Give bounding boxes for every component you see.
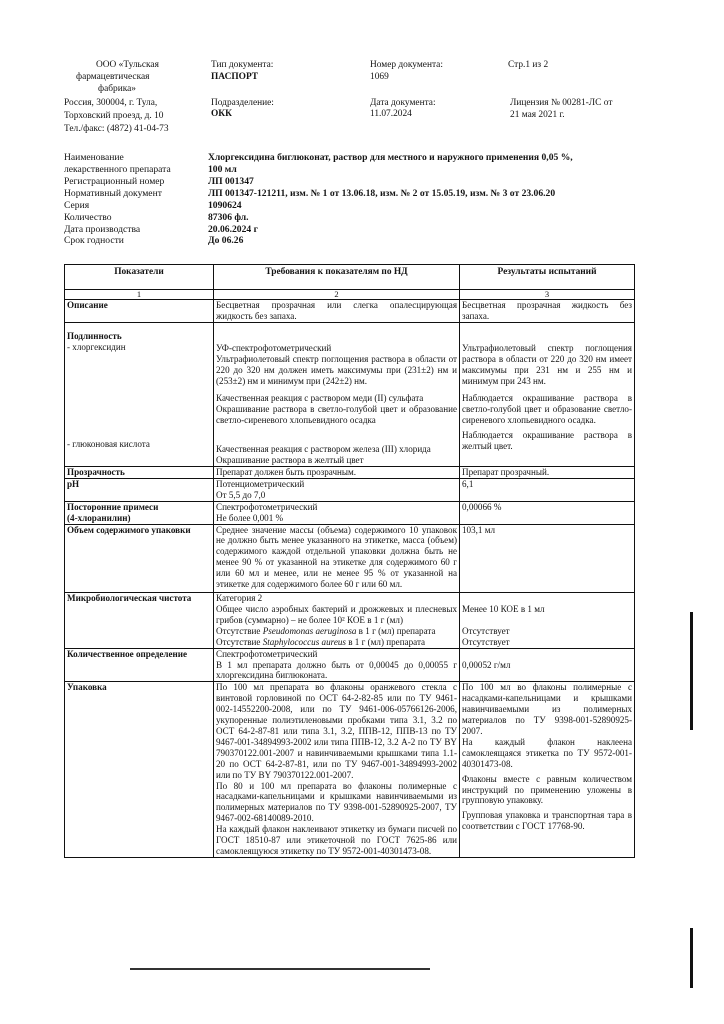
doc-date-label: Дата документа:: [370, 97, 436, 108]
table-row: [65, 322, 635, 466]
test-results-table: [64, 264, 635, 858]
scan-artifact-bottom: [130, 968, 430, 970]
page-license-block: [500, 60, 612, 121]
header-requirements: Требования к показателям по НД: [214, 265, 460, 290]
company-name-1: ООО «Тульская: [96, 60, 159, 70]
row-identity-res: [460, 322, 635, 466]
property-row: [64, 200, 664, 212]
row-micro-res: [460, 592, 635, 648]
property-row: [64, 152, 664, 176]
property-row: [64, 176, 664, 188]
table-row: [65, 524, 635, 592]
micro-total-res: Менее 10 КОЕ в 1 мл: [462, 603, 545, 614]
property-key: Нормативный документ: [64, 187, 162, 199]
division-value: ОКК: [211, 109, 232, 120]
column-number-row: [65, 290, 635, 300]
header-results: Результаты испытаний: [460, 265, 635, 290]
identity-uv-req: Ультрафиолетовый спектр поглощения раствора в области от 220 до 320 нм должен иметь максимумы при (231±2) нм и (253±2) нм и минимум при (242±2) нм.: [216, 353, 457, 386]
header-indicators: Показатели: [65, 265, 214, 290]
product-properties: [64, 152, 664, 247]
row-ph-req: [214, 478, 460, 501]
packaging-glass-req: По 100 мл препарата во флаконы оранжевого стекла с винтовой горловиной по ОСТ 64-2-82-85 или по ТУ 9461-002-14552200-2008, или по ТУ 9461-006-05766126-2006, укупоренные полиэтиленовыми пробками типа 3.1, 3.2 по ОСТ 64-2-87-81 или типа 3.1, 3.2, ППВ-12, ППВ-13 по ТУ 9467-001-34894993-2002 или типа ППВ-12, 3.2 А-2 по ТУ BY 790370122.001-2007 и навинчиваемыми крышками типа 1.1-20 по ОСТ 64-2-87-81, или по ТУ 9467-001-34894993-2002 или по ТУ BY 790370122.001-2007.: [216, 682, 457, 780]
scan-artifact-right-edge-2: [690, 928, 693, 988]
table-row: [65, 478, 635, 501]
property-value-line: 100 мл: [208, 163, 237, 175]
identity-uv-res: Ультрафиолетовый спектр поглощения раствора в области от 220 до 320 нм имеет максимумы при 231 нм и 255 нм и минимум при 243 нм.: [462, 342, 632, 386]
doc-number-label: Номер документа:: [370, 60, 443, 70]
division-label: Подразделение:: [211, 97, 274, 108]
license-line-1: Лицензия № 00281-ЛС от: [510, 97, 613, 108]
micro-staph-species: Staphylococcus aureus: [262, 636, 346, 647]
micro-staph-suffix: в 1 г (мл) препарата: [345, 636, 426, 647]
micro-staph-res: Отсутствует: [462, 636, 510, 647]
property-key: Количество: [64, 211, 112, 223]
micro-category: Категория 2: [216, 592, 263, 603]
row-impurities-name: [65, 501, 214, 524]
page-number: Стр.1 из 2: [508, 60, 549, 70]
property-row: [64, 224, 664, 236]
packaging-polymer-res: По 100 мл во флаконы полимерные с насадками-капельницами и крышками навинчиваемыми из полимерных материалов по ТУ 9398-001-52890925-2007.: [462, 682, 632, 736]
scan-artifact-right-edge-1: [690, 612, 693, 730]
micro-pseudomonas-prefix: Отсутствие: [216, 625, 263, 636]
property-key: Регистрационный номер: [64, 176, 165, 187]
packaging-instructions-res: Флаконы вместе с равным количеством инструкций по применению уложены в групповую упаковку.: [462, 773, 632, 806]
micro-staph-req: [216, 637, 457, 648]
property-value-line: Хлоргексидина биглюконат, раствор для местного и наружного применения 0,05 %,: [208, 152, 573, 163]
identity-title: Подлинность: [67, 330, 122, 341]
row-volume-res: 103,1 мл: [460, 524, 635, 592]
assay-limit: В 1 мл препарата должно быть от 0,00045 до 0,00055 г хлоргексидина биглюконата.: [216, 659, 457, 681]
impurities-limit: Не более 0,001 %: [216, 512, 284, 523]
row-micro-req: [214, 592, 460, 648]
packaging-polymer-req: По 80 и 100 мл препарата во флаконы полимерные с насадками-капельницами и крышками навинчиваемыми из полимерных материалов по ТУ 9398-001-52890925-2007, ТУ 9467-002-68140089-2010.: [216, 780, 457, 824]
row-assay-res: [460, 648, 635, 682]
micro-pseudomonas-suffix: в 1 г (мл) препарата: [356, 625, 436, 636]
micro-pseudomonas-species: Pseudomonas aeruginosa: [262, 625, 357, 636]
identity-copper-req: Окрашивание раствора в светло-голубой цвет и образование светло-сиреневого хлопьевидного осадка: [216, 404, 457, 426]
property-value: [208, 152, 573, 176]
row-description-req: Бесцветная прозрачная или слегка опалесцирующая жидкость без запаха.: [214, 300, 460, 323]
company-address-2: Торховский проезд, д. 10: [64, 111, 164, 121]
table-row: [65, 682, 635, 858]
row-volume-name: Объем содержимого упаковки: [65, 524, 214, 592]
packaging-label-req: На каждый флакон наклеивают этикетку из бумаги писчей по ГОСТ 18510-87 или этикеточной по ГОСТ 7625-86 или самоклеящуюся этикетку по ТУ 9572-001-40301473-08.: [216, 824, 457, 856]
property-row: [64, 188, 664, 200]
row-ph-res: 6,1: [460, 478, 635, 501]
company-phone: Тел./факс: (4872) 41-04-73: [64, 124, 169, 134]
property-value: ЛП 001347: [208, 176, 254, 187]
row-packaging-req: [214, 682, 460, 858]
identity-copper-res: Наблюдается окрашивание раствора в светло-голубой цвет и образование светло-сиреневого хлопьевидного осадка.: [462, 393, 632, 426]
doc-type-label: Тип документа:: [211, 60, 274, 70]
table-row: [65, 466, 635, 478]
micro-pseudomonas-res: Отсутствует: [462, 625, 510, 636]
doc-number-block: [370, 60, 443, 121]
column-number: 2: [214, 290, 460, 300]
identity-method: УФ-спектрофотометрический: [216, 342, 332, 353]
row-assay-req: [214, 648, 460, 682]
company-name-3: фабрика»: [98, 84, 136, 94]
property-key: Срок годности: [64, 235, 124, 247]
row-transparency-res: Препарат прозрачный.: [460, 466, 635, 478]
row-description-res: Бесцветная прозрачная жидкость без запаха.: [460, 300, 635, 323]
row-description-name: Описание: [65, 300, 214, 323]
impurities-title: Посторонние примеси: [67, 501, 159, 512]
row-packaging-name: Упаковка: [65, 682, 214, 858]
assay-value: 0,00052 г/мл: [462, 659, 511, 670]
company-name-2: фармацевтическая: [76, 72, 150, 82]
license-line-2: 21 мая 2021 г.: [510, 109, 565, 120]
property-value: 87306 фл.: [208, 211, 249, 223]
table-row: [65, 501, 635, 524]
table-row: [65, 300, 635, 323]
table-row: [65, 648, 635, 682]
doc-date-value: 11.07.2024: [370, 109, 412, 120]
assay-method: Спектрофотометрический: [216, 648, 318, 659]
identity-copper-title: Качественная реакция с раствором меди (II) сульфата: [216, 393, 424, 404]
doc-type-block: [211, 60, 274, 121]
column-number: 3: [460, 290, 635, 300]
ph-range: От 5,5 до 7,0: [216, 489, 266, 500]
property-value: До 06.26: [208, 235, 244, 247]
row-transparency-req: Препарат должен быть прозрачным.: [214, 466, 460, 478]
property-row: [64, 212, 664, 224]
property-value: 1090624: [208, 199, 242, 211]
identity-sub-chlorhexidine: - хлоргексидин: [67, 341, 126, 352]
micro-total-req: Общее число аэробных бактерий и дрожжевых и плесневых грибов (суммарно) – не более 10² КОЕ в 1 г (мл): [216, 603, 457, 625]
row-identity-req: [214, 322, 460, 466]
identity-iron-res: Наблюдается окрашивание раствора в желтый цвет.: [462, 430, 632, 452]
table-row: [65, 592, 635, 648]
property-key: Серия: [64, 199, 90, 211]
packaging-label-res: На каждый флакон наклеена самоклеящаяся этикетка по ТУ 9572-001-40301473-08.: [462, 736, 632, 769]
packaging-group-res: Групповая упаковка и транспортная тара в соответствии с ГОСТ 17768-90.: [462, 810, 632, 832]
impurities-subtitle: (4-хлоранилин): [67, 512, 131, 523]
row-assay-name: Количественное определение: [65, 648, 214, 682]
identity-iron-req: Окрашивание раствора в желтый цвет: [216, 455, 364, 466]
row-transparency-name: Прозрачность: [65, 466, 214, 478]
property-value: 20.06.2024 г: [208, 223, 258, 235]
property-key-line: Наименование: [64, 152, 124, 163]
property-value: ЛП 001347-121211, изм. № 1 от 13.06.18, изм. № 2 от 15.05.19, изм. № 3 от 23.06.20: [208, 187, 556, 199]
row-ph-name: pH: [65, 478, 214, 501]
micro-pseudomonas-req: [216, 626, 457, 637]
row-micro-name: Микробиологическая чистота: [65, 592, 214, 648]
identity-sub-gluconic: - глюконовая кислота: [67, 438, 150, 449]
column-number: 1: [65, 290, 214, 300]
table-header-row: [65, 265, 635, 290]
property-key-line: лекарственного препарата: [64, 163, 171, 175]
impurities-method: Спектрофотометрический: [216, 501, 318, 512]
row-impurities-res: 0,00066 %: [460, 501, 635, 524]
row-volume-req: Среднее значение массы (объема) содержимого 10 упаковок не должно быть менее указанного на этикетке, масса (объем) содержимого каждой отдельной упаковки должна быть не менее 90 % от указанной на этикетке для содержимого 60 г или 60 мл и менее, или не менее 95 % от указанной на этикетке для содержимого более 60 г или 60 мл.: [214, 524, 460, 592]
property-key: Дата производства: [64, 223, 141, 235]
property-key: [64, 152, 171, 176]
row-impurities-req: [214, 501, 460, 524]
property-row: [64, 235, 664, 247]
ph-method: Потенциометрический: [216, 478, 305, 489]
micro-staph-prefix: Отсутствие: [216, 636, 263, 647]
row-packaging-res: [460, 682, 635, 858]
row-identity-name: [65, 322, 214, 466]
doc-type-value: ПАСПОРТ: [211, 71, 259, 82]
identity-iron-title: Качественная реакция с раствором железа (III) хлорида: [216, 444, 431, 455]
doc-number-value: 1069: [370, 71, 389, 82]
company-address-1: Россия, 300004, г. Тула,: [64, 98, 158, 108]
